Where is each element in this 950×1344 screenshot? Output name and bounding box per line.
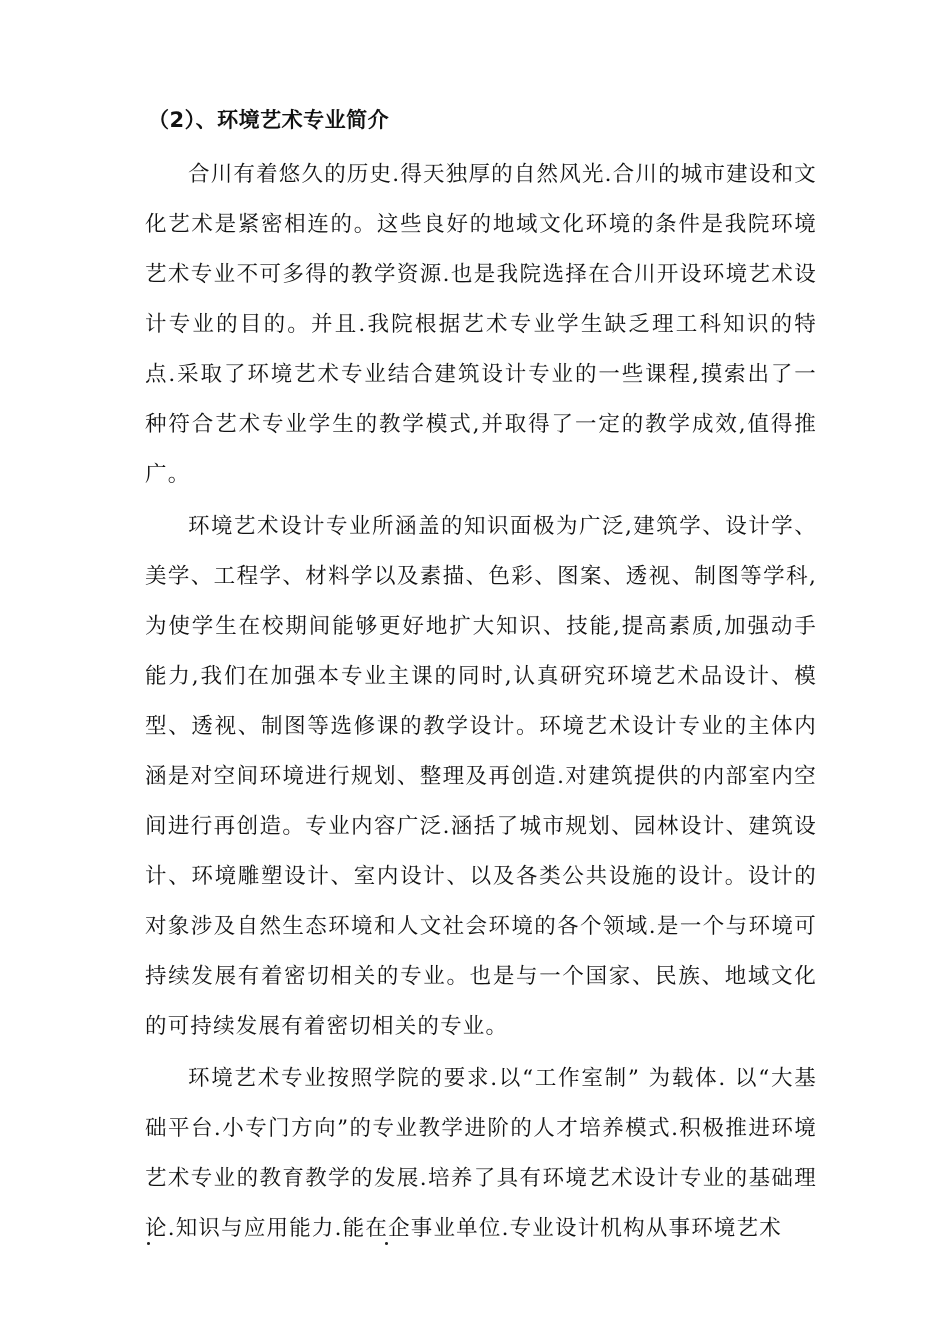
footer-mark-left <box>147 1242 150 1245</box>
section-heading: （2）、环境艺术专业简介 <box>148 108 390 132</box>
body-text <box>145 150 817 1254</box>
paragraph-training-model: 环境艺术专业按照学院的要求.以“工作室制” 为载体. 以“大基础平台.小专门方向”的专业教学进阶的人才培养模式.积极推进环境艺术专业的教育教学的发展.培养了具有环境艺术设计专业的基础理论.知识与应用能力.能在企事业单位.专业设计机构从事环境艺术 <box>145 1066 817 1241</box>
paragraph-scope: 环境艺术设计专业所涵盖的知识面极为广泛,建筑学、设计学、美学、工程学、材料学以及素描、色彩、图案、透视、制图等学科,为使学生在校期间能够更好地扩大知识、技能,提高素质,加强动手能力,我们在加强本专业主课的同时,认真研究环境艺术品设计、模型、透视、制图等选修课的教学设计。环境艺术设计专业的主体内涵是对空间环境进行规划、整理及再创造.对建筑提供的内部室内空间进行再创造。专业内容广泛.涵括了城市规划、园林设计、建筑设计、环境雕塑设计、室内设计、以及各类公共设施的设计。设计的对象涉及自然生态环境和人文社会环境的各个领域.是一个与环境可持续发展有着密切相关的专业。也是与一个国家、民族、地域文化的可持续发展有着密切相关的专业。 <box>145 514 817 1039</box>
footer-mark-right <box>385 1242 388 1245</box>
paragraph-history: 合川有着悠久的历史.得天独厚的自然风光.合川的城市建设和文化艺术是紧密相连的。这些良好的地域文化环境的条件是我院环境艺术专业不可多得的教学资源.也是我院选择在合川开设环境艺术设计专业的目的。并且.我院根据艺术专业学生缺乏理工科知识的特点.采取了环境艺术专业结合建筑设计专业的一些课程,摸索出了一种符合艺术专业学生的教学模式,并取得了一定的教学成效,值得推广。 <box>145 162 817 487</box>
